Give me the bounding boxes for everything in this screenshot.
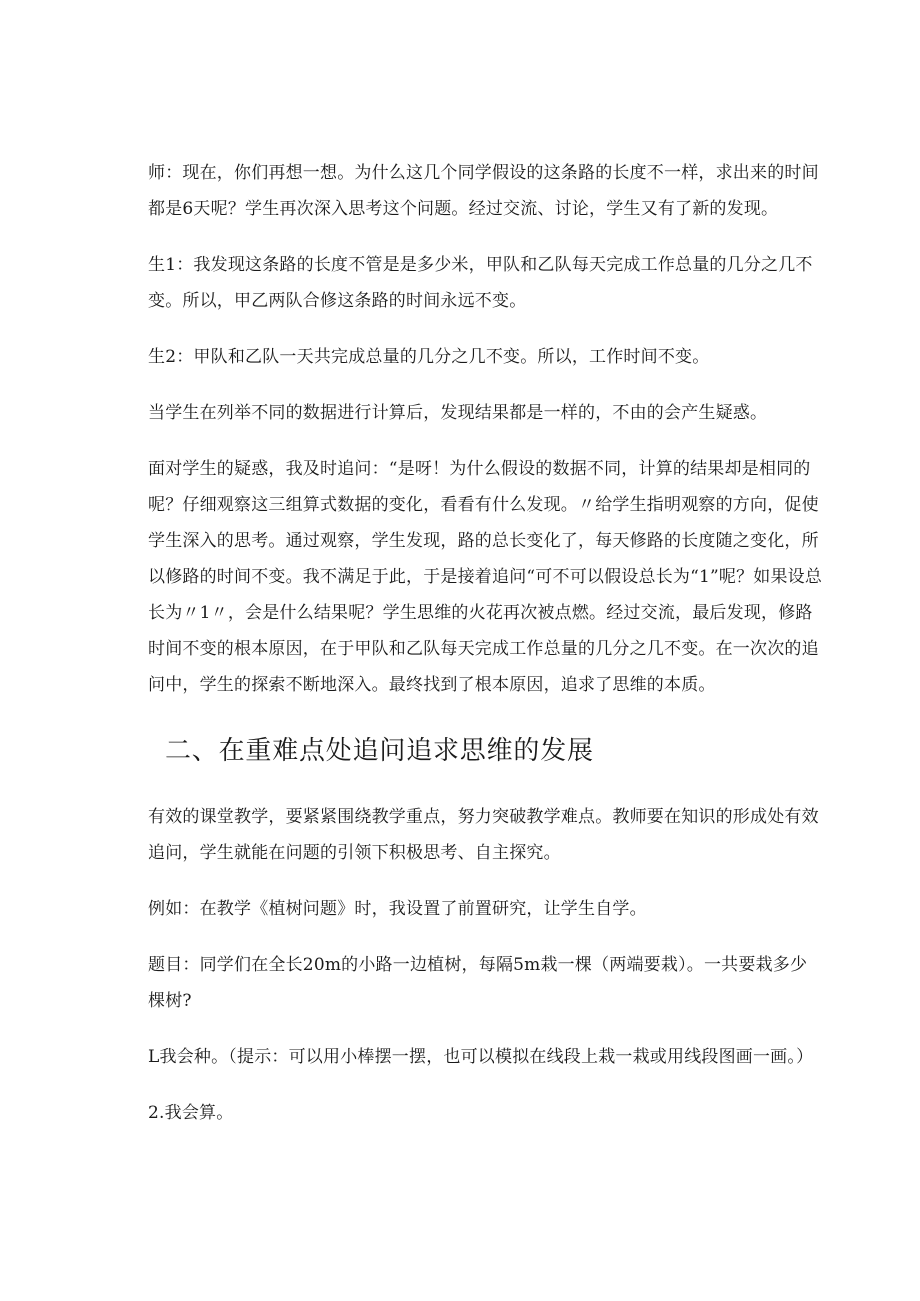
section-heading: 二、在重难点处追问追求思维的发展 xyxy=(165,736,594,766)
paragraph-follow-up-question: 面对学生的疑惑，我及时追问：“是呀！为什么假设的数据不同，计算的结果却是相同的呢？仔细观察这三组算式数据的变化，看看有什么发现。〃给学生指明观察的方向，促使学生深入的思考。通过观察，学生发现，路的总长变化了，每天修路的长度随之变化，所以修路的时间不变。我不满足于此，于是接着追问“可不可以假设总长为“1”呢？如果设总长为〃1〃，会是什么结果呢？学生思维的火花再次被点燃。经过交流，最后发现，修路时间不变的根本原因，在于甲队和乙队每天完成工作总量的几分之几不变。在一次次的追问中，学生的探索不断地深入。最终找到了根本原因，追求了思维的本质。 xyxy=(148,459,823,695)
paragraph-doubt: 当学生在列举不同的数据进行计算后，发现结果都是一样的，不由的会产生疑惑。 xyxy=(148,403,768,423)
paragraph-student-1: 生1：我发现这条路的长度不管是是多少米，甲队和乙队每天完成工作总量的几分之几不变。所以，甲乙两队合修这条路的时间永远不变。 xyxy=(148,255,813,311)
paragraph-task-calculate: 2.我会算。 xyxy=(148,1103,234,1123)
paragraph-effective-teaching: 有效的课堂教学，要紧紧围绕教学重点，努力突破教学难点。教师要在知识的形成处有效追问，学生就能在问题的引领下积极思考、自主探究。 xyxy=(148,807,819,863)
paragraph-problem: 题目：同学们在全长20m的小路一边植树，每隔5m栽一棵（两端要栽）。一共要栽多少棵树? xyxy=(148,955,808,1011)
paragraph-student-2: 生2：甲队和乙队一天共完成总量的几分之几不变。所以，工作时间不变。 xyxy=(148,347,710,367)
paragraph-teacher-question: 师：现在，你们再想一想。为什么这几个同学假设的这条路的长度不一样，求出来的时间都是6天呢？学生再次深入思考这个问题。经过交流、讨论，学生又有了新的发现。 xyxy=(148,163,819,219)
paragraph-example: 例如：在教学《植树问题》时，我设置了前置研究，让学生自学。 xyxy=(148,899,647,919)
paragraph-task-plant: L我会种。（提示：可以用小棒摆一摆，也可以模拟在线段上栽一栽或用线段图画一画。） xyxy=(148,1047,814,1067)
